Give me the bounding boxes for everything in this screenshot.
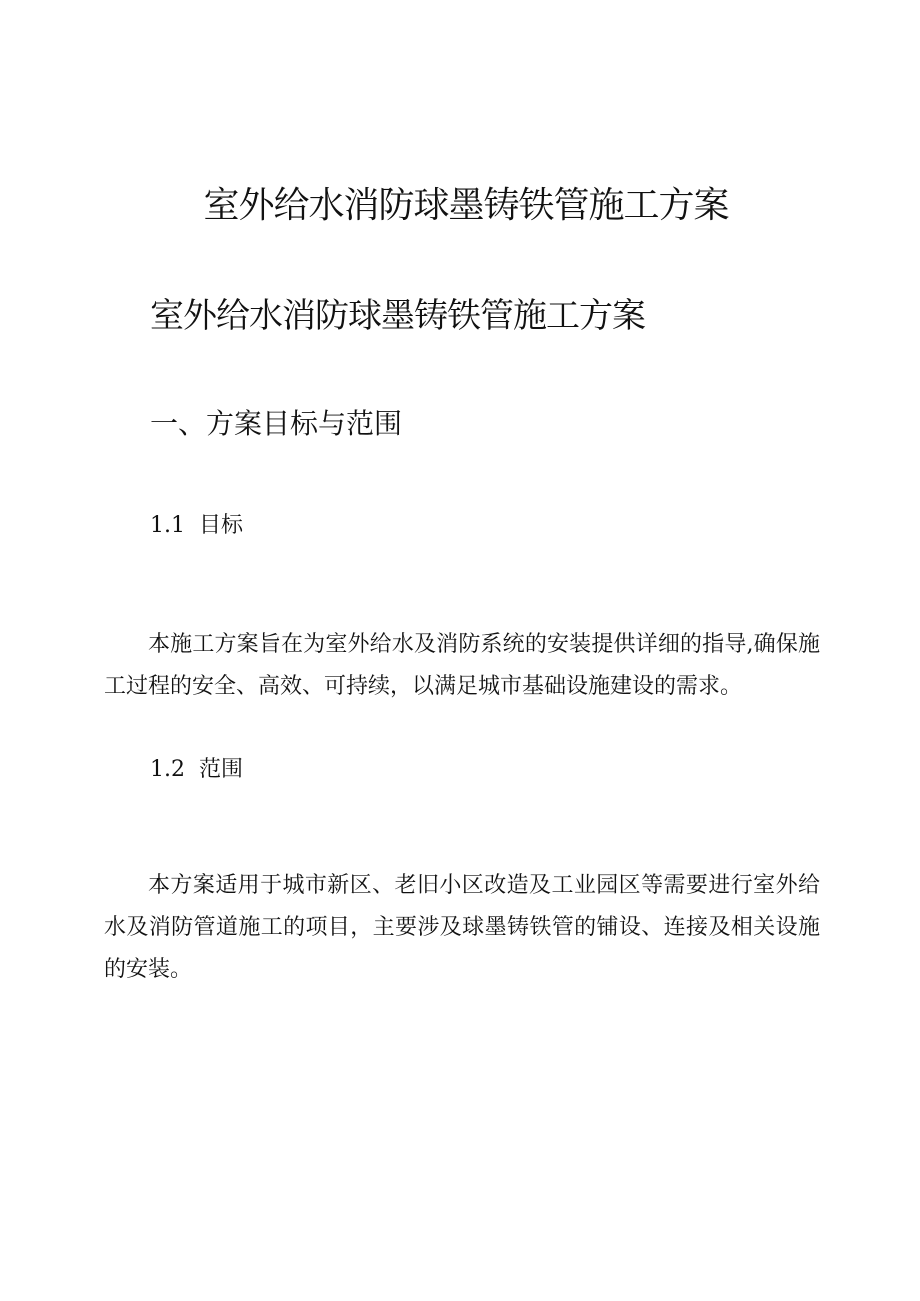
subsection-heading-goal [150, 511, 243, 541]
subsection-title: 范围 [199, 757, 244, 782]
subsection-heading-scope [150, 755, 243, 785]
subsection-number: 1.1 [150, 513, 185, 538]
subsection-number: 1.2 [150, 757, 185, 782]
paragraph-scope: 本方案适用于城市新区、老旧小区改造及工业园区等需要进行室外给水及消防管道施工的项目，主要涉及球墨铸铁管的铺设、连接及相关设施的安装。 [104, 873, 820, 982]
document-heading: 室外给水消防球墨铸铁管施工方案 [150, 296, 645, 336]
document-title: 室外给水消防球墨铸铁管施工方案 [203, 185, 729, 226]
subsection-title: 目标 [199, 513, 244, 538]
paragraph-goal: 本施工方案旨在为室外给水及消防系统的安装提供详细的指导,确保施工过程的安全、高效、可持续，以满足城市基础设施建设的需求。 [104, 632, 820, 699]
section-heading: 一、方案目标与范围 [150, 407, 403, 440]
